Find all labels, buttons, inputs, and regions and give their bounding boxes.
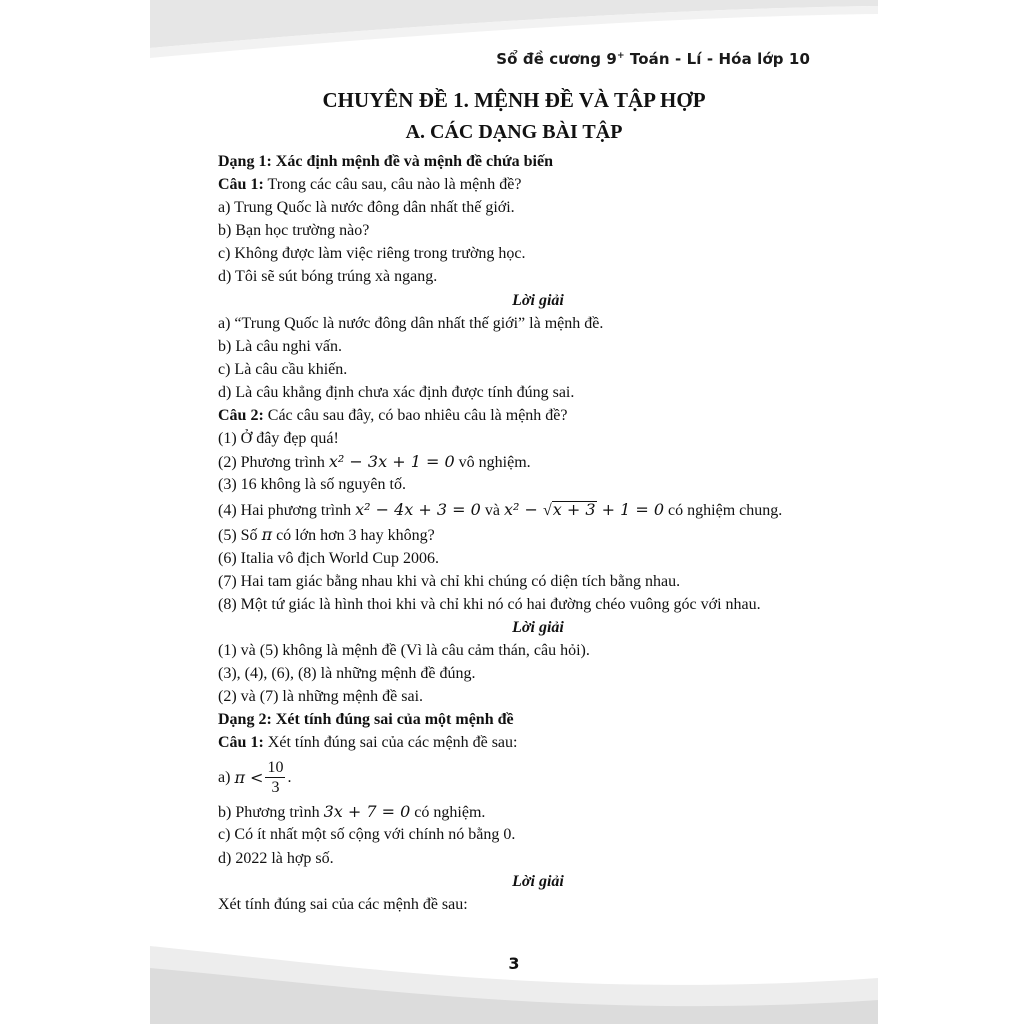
subjects: Toán - Lí - Hóa lớp 10 xyxy=(624,50,810,68)
page-number: 3 xyxy=(508,954,520,973)
statement-text: a) xyxy=(218,768,235,786)
statement-text: (2) Phương trình xyxy=(218,454,329,472)
statement-text: (5) Số xyxy=(218,527,262,545)
running-header xyxy=(496,50,810,68)
solution-line: (2) và (7) là những mệnh đề sai. xyxy=(218,688,424,706)
equation: x² − 3x + 1 = 0 xyxy=(328,452,455,472)
dang2-heading: Dạng 2: Xét tính đúng sai của một mệnh đề xyxy=(218,711,514,729)
question-text: Các câu sau đây, có bao nhiêu câu là mệnh đề? xyxy=(263,407,568,425)
question-text: Trong các câu sau, câu nào là mệnh đề? xyxy=(263,176,522,194)
content-body xyxy=(218,150,858,916)
statement-4 xyxy=(218,496,858,523)
section-title: A. CÁC DẠNG BÀI TẬP xyxy=(405,121,623,143)
statement-a xyxy=(218,754,858,800)
question-text: Xét tính đúng sai của các mệnh đề sau: xyxy=(263,734,518,752)
option-b: b) Bạn học trường nào? xyxy=(218,222,370,240)
statement-8: (8) Một tứ giác là hình thoi khi và chỉ khi nó có hai đường chéo vuông góc với nhau. xyxy=(218,595,761,613)
statement-text: (4) Hai phương trình xyxy=(218,502,356,520)
solution-line: c) Là câu cầu khiến. xyxy=(218,360,348,378)
solution-line: (3), (4), (6), (8) là những mệnh đề đúng. xyxy=(218,664,476,682)
statement-2 xyxy=(218,450,858,473)
bottom-wave-decoration xyxy=(150,934,878,1024)
statement-d: d) 2022 là hợp số. xyxy=(218,849,334,867)
solution-line: b) Là câu nghi vấn. xyxy=(218,337,342,355)
solution-line: Xét tính đúng sai của các mệnh đề sau: xyxy=(218,895,468,913)
book-title: Sổ đề cương 9 xyxy=(496,50,617,68)
fraction-numerator: 10 xyxy=(267,758,284,776)
statement-5 xyxy=(218,523,858,546)
solution-line: a) “Trung Quốc là nước đông dân nhất thế giới” là mệnh đề. xyxy=(218,314,604,332)
solution-line: (1) và (5) không là mệnh đề (Vì là câu cảm thán, câu hỏi). xyxy=(218,641,590,659)
statement-text: . xyxy=(287,768,292,786)
statement-7: (7) Hai tam giác bằng nhau khi và chỉ khi chúng có diện tích bằng nhau. xyxy=(218,572,681,590)
solution-heading: Lời giải xyxy=(512,618,564,636)
question-label: Câu 2: xyxy=(218,407,264,425)
dang1-heading: Dạng 1: Xác định mệnh đề và mệnh đề chứa biến xyxy=(218,153,553,170)
option-c: c) Không được làm việc riêng trong trường học. xyxy=(218,245,526,263)
fraction xyxy=(265,758,285,797)
dang2-q1 xyxy=(218,731,858,754)
equation: + 1 = 0 xyxy=(596,500,665,520)
statement-text: vô nghiệm. xyxy=(454,454,531,472)
statement-1: (1) Ở đây đẹp quá! xyxy=(218,430,339,448)
statement-c: c) Có ít nhất một số cộng với chính nó bằng 0. xyxy=(218,826,516,844)
pi-symbol: π xyxy=(261,525,273,545)
statement-text: và xyxy=(480,502,504,520)
solution-line: d) Là câu khẳng định chưa xác định được tính đúng sai. xyxy=(218,383,575,401)
statement-text: b) Phương trình xyxy=(218,804,324,822)
sqrt-radicand: x + 3 xyxy=(552,500,596,520)
fraction-denominator: 3 xyxy=(271,778,280,796)
dang1-q1 xyxy=(218,173,858,196)
statement-6: (6) Italia vô địch World Cup 2006. xyxy=(218,549,440,567)
option-d: d) Tôi sẽ sút bóng trúng xà ngang. xyxy=(218,268,438,286)
option-a: a) Trung Quốc là nước đông dân nhất thế giới. xyxy=(218,199,515,217)
chapter-title: CHUYÊN ĐỀ 1. MỆNH ĐỀ VÀ TẬP HỢP xyxy=(322,88,706,112)
statement-text: có nghiệm. xyxy=(410,804,486,822)
inequality-lhs: π < xyxy=(234,767,264,787)
question-label: Câu 1: xyxy=(218,176,264,194)
dang1-q2 xyxy=(218,404,858,427)
question-label: Câu 1: xyxy=(218,734,264,752)
statement-b xyxy=(218,800,858,823)
equation: 3x + 7 = 0 xyxy=(323,802,411,822)
sqrt-sign: √ xyxy=(542,502,552,520)
statement-text: có nghiệm chung. xyxy=(664,502,783,520)
equation: x² − 4x + 3 = 0 xyxy=(355,500,481,520)
document-page xyxy=(150,0,878,1024)
solution-heading: Lời giải xyxy=(512,291,564,309)
statement-text: có lớn hơn 3 hay không? xyxy=(272,527,435,545)
statement-3: (3) 16 không là số nguyên tố. xyxy=(218,476,406,494)
solution-heading: Lời giải xyxy=(512,872,564,890)
plus-superscript: + xyxy=(616,51,625,61)
equation: x² − xyxy=(503,500,543,520)
